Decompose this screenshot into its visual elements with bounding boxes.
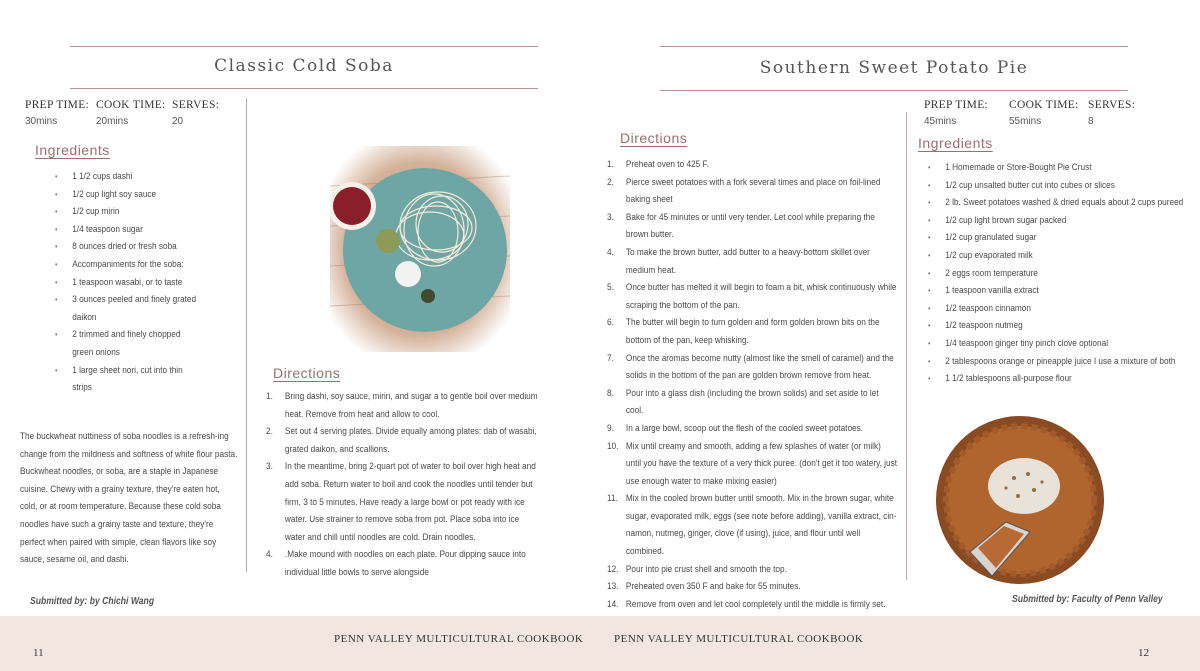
- submitted-by: Submitted by: by Chichi Wang: [30, 596, 155, 607]
- list-item: • 1/2 cup evaporated milk: [928, 247, 1195, 265]
- list-item: • 2 lb. Sweet potatoes washed & dried equals about 2 cups pureed: [928, 194, 1195, 212]
- list-item: 9. In a large bowl, scoop out the flesh of the cooled sweet potatoes.: [607, 422, 864, 434]
- list-item: 4. .Make mound with noodles on each plate. Pour dipping sauce into individual little bowls to serve alongside: [266, 549, 526, 578]
- title-rule-bottom: [660, 90, 1128, 91]
- directions-list: [607, 156, 898, 613]
- list-item: 14. Remove from oven and let cool completely until the middle is firmly set.: [607, 598, 886, 610]
- list-item: 3. In the meantime, bring 2-quart pot of water to boil over high heat and add soba. Return water to boil and cook the noodles until tender but firm, 3 to 5 minutes. Have ready a large bowl or pot ready with ice water. Use strainer to remove soba from pot. Place soba into ice water and chill until noodles are cold. Drain noodles.: [266, 461, 536, 543]
- list-item: • 1/2 cup light soy sauce: [55, 186, 201, 204]
- list-item: • 1/2 teaspoon nutmeg: [928, 317, 1195, 335]
- list-item: • 1/2 teaspoon cinnamon: [928, 300, 1195, 318]
- serves-value: 8: [1088, 116, 1094, 127]
- directions-heading: Directions: [620, 130, 688, 146]
- page-right: [600, 0, 1200, 616]
- serves-value: 20: [172, 116, 184, 127]
- cook-time-value: 55mins: [1009, 116, 1042, 127]
- cook-time-value: 20mins: [96, 116, 129, 127]
- list-item: • 1/2 cup granulated sugar: [928, 229, 1195, 247]
- list-item: • 1 Homemade or Store-Bought Pie Crust: [928, 159, 1195, 177]
- serves-label: SERVES:: [1088, 99, 1136, 111]
- list-item: • Accompaniments for the soba:: [55, 256, 201, 274]
- list-item: 12. Pour into pie crust shell and smooth the top.: [607, 563, 787, 575]
- title-rule-bottom: [70, 88, 538, 89]
- list-item: • 1/2 cup light brown sugar packed: [928, 212, 1195, 230]
- prep-time-value: 45mins: [924, 116, 957, 127]
- list-item: • 1/2 cup mirin: [55, 203, 201, 221]
- recipe-description: The buckwheat nuttiness of soba noodles is a refresh-ing change from the mildness and softness of white flour pasta. Buckwheat noodles, or soba, are a staple in Japanese cuisine. Chewy with a grainy texture, they're eaten hot, cold, or at room temperature. Because these cold soba noodles have such a grainy taste and texture, they're perfect when paired with simple, clean flavors like soy sauce, sesame oil, and dashi.: [20, 431, 238, 566]
- list-item: • 1 1/2 tablespoons all-purpose flour: [928, 370, 1195, 388]
- recipe-title: Southern Sweet Potato Pie: [759, 58, 1029, 78]
- list-item: • 8 ounces dried or fresh soba: [55, 238, 201, 256]
- list-item: 11. Mix in the cooled brown butter until smooth. Mix in the brown sugar, white sugar, evaporated milk, eggs (see note before adding), vanilla extract, cin-namon, nutmeg, ginger, clove (if using), juice, and flour until well combined.: [607, 493, 897, 558]
- prep-time-label: PREP TIME:: [924, 99, 989, 111]
- list-item: 4. To make the brown butter, add butter to a heavy-bottom skillet over medium heat.: [607, 246, 870, 276]
- page-number-right: 12: [1138, 647, 1149, 659]
- page-footer: [0, 616, 1200, 671]
- serves-label: SERVES:: [172, 99, 220, 111]
- soba-illustration: [330, 146, 510, 352]
- ingredients-heading: Ingredients: [918, 135, 993, 151]
- list-item: 8. Pour into a glass dish (including the brown solids) and set aside to let cool.: [607, 387, 879, 417]
- list-item: • 1 teaspoon vanilla extract: [928, 282, 1195, 300]
- page-number-left: 11: [33, 647, 44, 659]
- directions-heading: Directions: [273, 365, 341, 381]
- list-item: • 1 1/2 cups dashi: [55, 168, 201, 186]
- list-item: 13. Preheated oven 350 F and bake for 55 minutes.: [607, 581, 801, 593]
- list-item: 1. Preheat oven to 425 F.: [607, 159, 709, 170]
- list-item: 6. The butter will begin to turn golden and form golden brown bits on the bottom of the pan, keep whisking.: [607, 317, 880, 346]
- footer-label-right: PENN VALLEY MULTICULTURAL COOKBOOK: [614, 633, 864, 645]
- list-item: 1. Bring dashi, soy sauce, mirin, and sugar a to gentle boil over medium heat. Remove from heat and allow to cool.: [266, 391, 538, 420]
- ingredients-heading: Ingredients: [35, 142, 110, 158]
- list-item: • 1/4 teaspoon ginger tiny pinch clove optional: [928, 335, 1195, 353]
- ingredients-list: [928, 159, 1195, 388]
- column-divider: [906, 112, 907, 580]
- list-item: • 3 ounces peeled and finely grated daikon: [55, 291, 201, 326]
- list-item: • 2 trimmed and finely chopped green onions: [55, 326, 201, 361]
- prep-time-label: PREP TIME:: [25, 99, 90, 111]
- page-left: [0, 0, 600, 616]
- title-rule-top: [660, 46, 1128, 47]
- cook-time-label: COOK TIME:: [1009, 99, 1079, 111]
- list-item: 2. Set out 4 serving plates. Divide equally among plates: dab of wasabi, grated daikon, and scallions.: [266, 426, 537, 455]
- ingredients-list: [55, 168, 201, 397]
- recipe-title: Classic Cold Soba: [214, 56, 394, 76]
- list-item: 2. Pierce sweet potatoes with a fork several times and place on foil-lined baking sheet: [607, 176, 881, 206]
- title-rule-top: [70, 46, 538, 47]
- list-item: • 2 eggs room temperature: [928, 265, 1195, 283]
- list-item: • 1 teaspoon wasabi, or to taste: [55, 274, 201, 292]
- column-divider: [246, 98, 247, 572]
- list-item: • 1/4 teaspoon sugar: [55, 221, 201, 239]
- list-item: 3. Bake for 45 minutes or until very tender. Let cool while preparing the brown butter.: [607, 211, 875, 241]
- submitted-by: Submitted by: Faculty of Penn Valley: [1012, 594, 1163, 605]
- pie-illustration: [934, 414, 1106, 586]
- list-item: • 1/2 cup unsalted butter cut into cubes or slices: [928, 177, 1195, 195]
- directions-list: [266, 388, 541, 582]
- list-item: 10. Mix until creamy and smooth, adding a few splashes of water (or milk) until you have the texture of a very thick puree. (don't get it too watery, just use enough water to make mixing easier): [607, 440, 898, 487]
- list-item: • 1 large sheet nori, cut into thin strips: [55, 362, 201, 397]
- cook-time-label: COOK TIME:: [96, 99, 166, 111]
- footer-label-left: PENN VALLEY MULTICULTURAL COOKBOOK: [334, 633, 584, 645]
- list-item: • 2 tablespoons orange or pineapple juice I use a mixture of both: [928, 353, 1195, 371]
- list-item: 7. Once the aromas become nutty (almost like the smell of caramel) and the solids in the bottom of the pan are golden brown remove from heat.: [607, 352, 894, 382]
- prep-time-value: 30mins: [25, 116, 58, 127]
- list-item: 5. Once butter has melted it will begin to foam a bit, whisk continuously while scraping the bottom of the pan.: [607, 282, 897, 311]
